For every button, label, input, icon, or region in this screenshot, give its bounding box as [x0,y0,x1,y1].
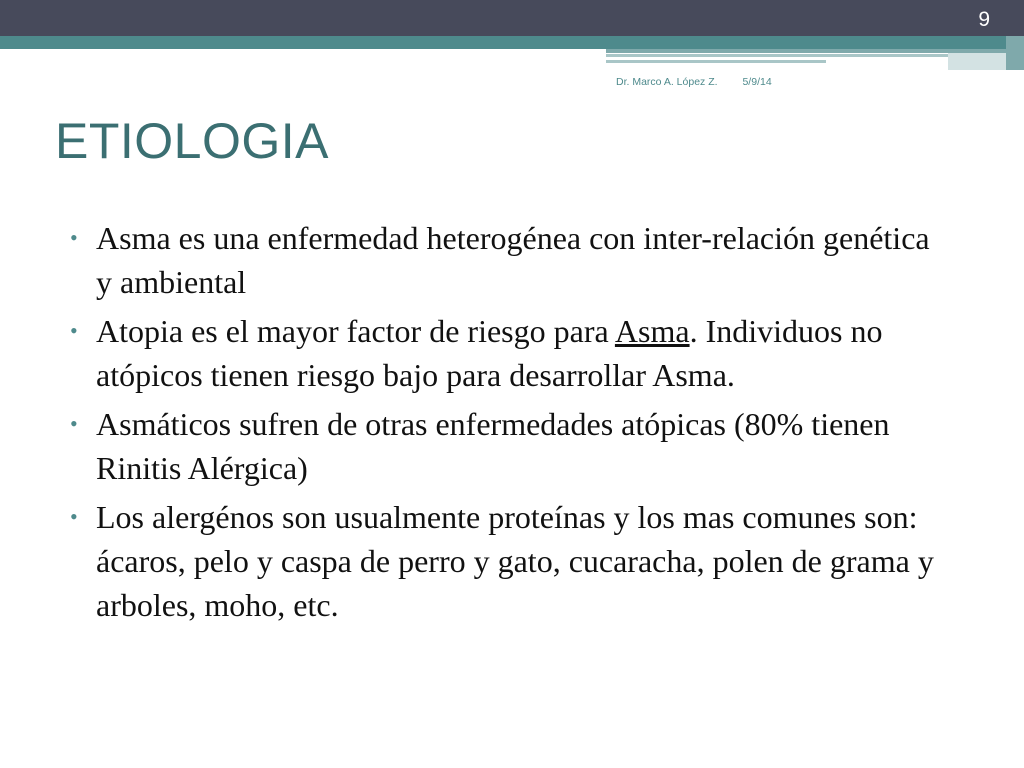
slide-number: 9 [978,8,990,31]
header-decoration-block [1006,36,1024,70]
slide-title: ETIOLOGIA [55,113,330,169]
header-decoration-line [606,54,948,57]
bullet-dot-icon: • [70,225,78,250]
asma-link[interactable]: Asma [614,313,690,349]
header-decoration-line [606,60,826,63]
bullet-item [70,402,950,490]
bullet-dot-icon: • [70,411,78,436]
bullet-item [70,309,950,397]
bullet-text: Asmáticos sufren de otras enfermedades atópicas (80% tienen Rinitis Alérgica) [96,406,890,486]
header-accent-band [0,36,1024,49]
bullet-text-before: Atopia es el mayor factor de riesgo para [96,313,615,349]
slide-footer-meta [616,76,794,88]
bullet-item [70,216,950,304]
bullet-dot-icon: • [70,504,78,529]
bullet-text-after: . Individuos no atópicos tienen riesgo bajo para desarrollar Asma. [96,313,883,393]
bullet-text: Asma es una enfermedad heterogénea con inter-relación genética y ambiental [96,220,930,300]
date-label: 5/9/14 [742,76,772,88]
header-decoration-line [606,49,1006,53]
author-label: Dr. Marco A. López Z. [616,76,718,88]
bullet-item [70,495,950,627]
bullet-list [70,216,950,632]
bullet-dot-icon: • [70,318,78,343]
header-bar [0,0,1024,36]
bullet-text: Los alergénos son usualmente proteínas y los mas comunes son: ácaros, pelo y caspa de perro y gato, cucaracha, polen de grama y arboles, moho, etc. [96,499,934,623]
